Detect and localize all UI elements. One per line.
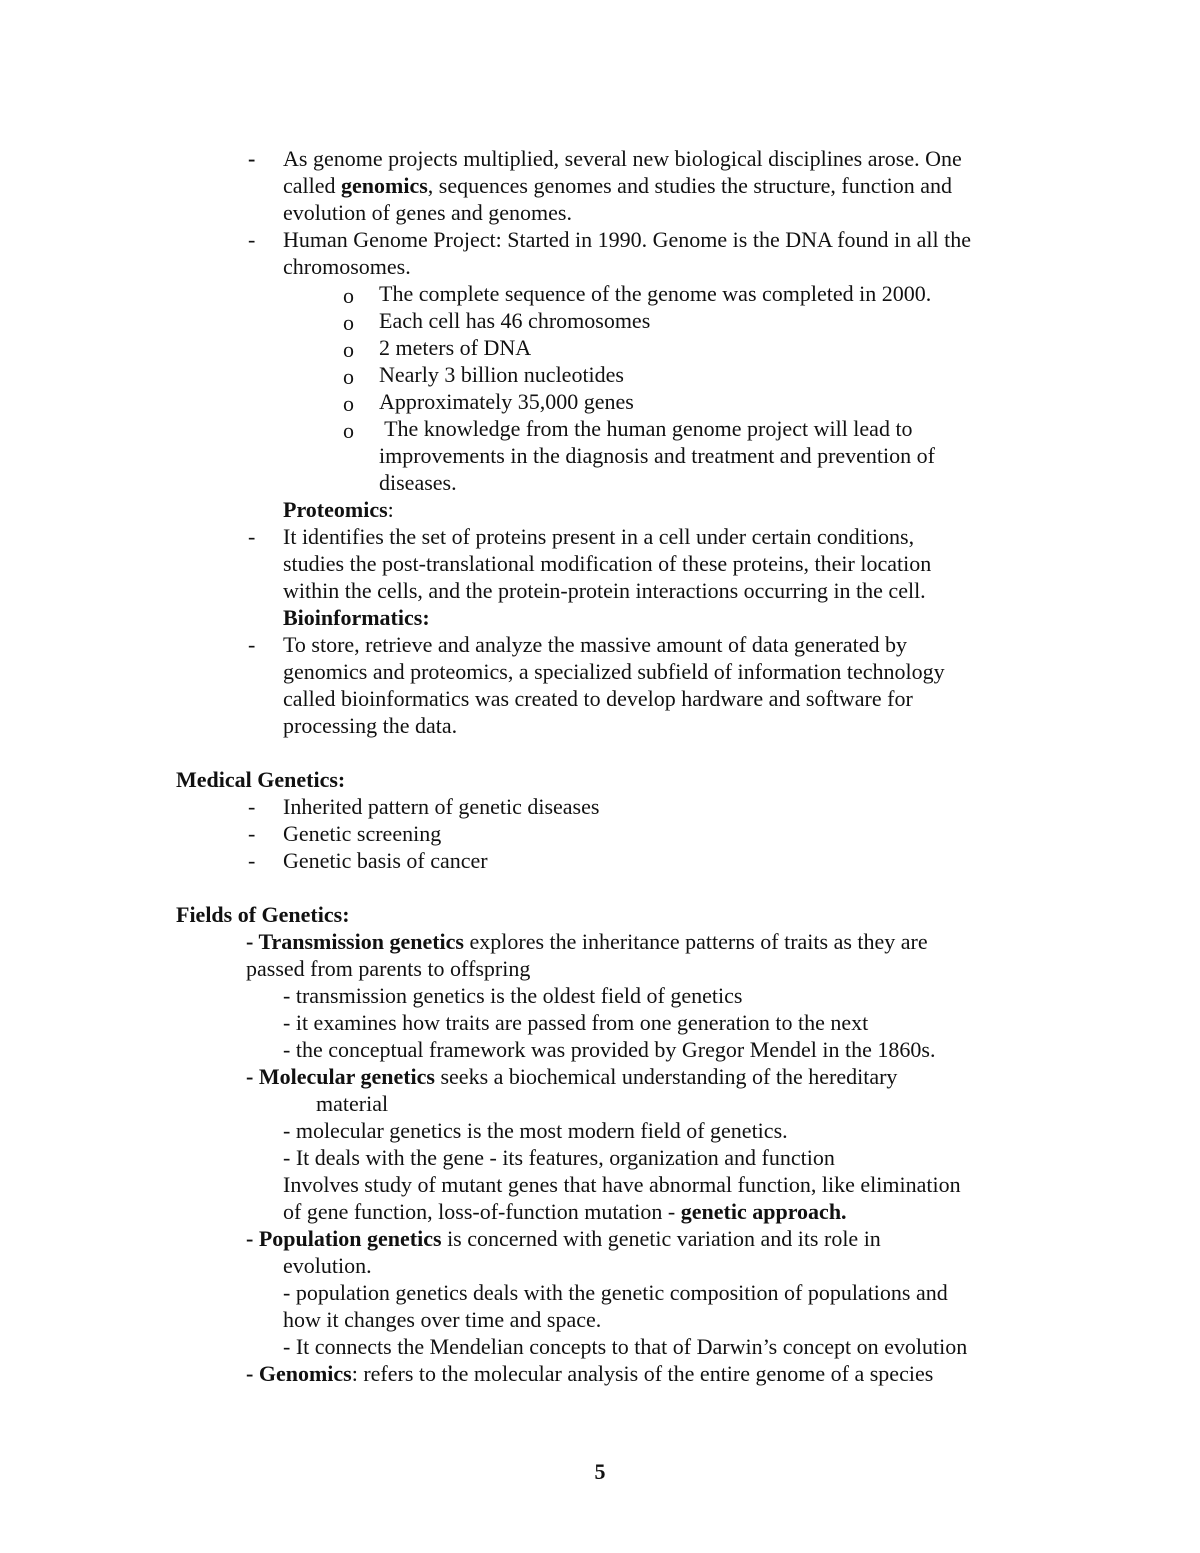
sub-point: of gene function, loss-of-function mutation - genetic approach. (283, 1199, 847, 1224)
paragraph-line: called bioinformatics was created to develop hardware and software for (283, 686, 913, 711)
sub-point: - molecular genetics is the most modern field of genetics. (283, 1118, 788, 1143)
sub-list-item: diseases. (379, 470, 457, 495)
sub-list-item: Nearly 3 billion nucleotides (379, 362, 624, 387)
list-item: Genetic screening (283, 821, 442, 846)
paragraph-line: within the cells, and the protein-protein interactions occurring in the cell. (283, 578, 926, 603)
medical-genetics-heading: Medical Genetics: (176, 767, 346, 792)
field-molecular: - Molecular genetics seeks a biochemical understanding of the hereditary (246, 1064, 898, 1089)
paragraph-line: Human Genome Project: Started in 1990. Genome is the DNA found in all the (283, 227, 971, 252)
paragraph-line: chromosomes. (283, 254, 411, 279)
paragraph-line: evolution of genes and genomes. (283, 200, 572, 225)
sub-point: - the conceptual framework was provided by Gregor Mendel in the 1860s. (283, 1037, 936, 1062)
page-number: 5 (594, 1459, 606, 1484)
paragraph-line: studies the post-translational modification of these proteins, their location (283, 551, 932, 576)
bullet-marker: - (248, 848, 256, 873)
proteomics-heading: Proteomics: (283, 497, 394, 522)
bullet-marker: - (248, 794, 256, 819)
bioinformatics-heading: Bioinformatics: (283, 605, 430, 630)
sub-point: - It deals with the gene - its features, organization and function (283, 1145, 835, 1170)
sub-bullet-marker: o (343, 337, 354, 362)
paragraph-line: genomics and proteomics, a specialized subfield of information technology (283, 659, 945, 684)
sub-list-item: Approximately 35,000 genes (379, 389, 634, 414)
paragraph-line: As genome projects multiplied, several new biological disciplines arose. One (283, 146, 962, 171)
paragraph-line: passed from parents to offspring (246, 956, 531, 981)
sub-point: Involves study of mutant genes that have abnormal function, like elimination (283, 1172, 961, 1197)
field-population: - Population genetics is concerned with genetic variation and its role in (246, 1226, 881, 1251)
paragraph-line: It identifies the set of proteins present in a cell under certain conditions, (283, 524, 915, 549)
bullet-marker: - (248, 821, 256, 846)
list-item: Genetic basis of cancer (283, 848, 488, 873)
sub-point: - population genetics deals with the genetic composition of populations and (283, 1280, 948, 1305)
bullet-marker: - (248, 227, 256, 252)
term-genomics: genomics (341, 173, 428, 198)
sub-point: - It connects the Mendelian concepts to that of Darwin’s concept on evolution (283, 1334, 968, 1359)
paragraph-line: processing the data. (283, 713, 458, 738)
sub-bullet-marker: o (343, 418, 354, 443)
fields-heading: Fields of Genetics: (176, 902, 350, 927)
sub-list-item: improvements in the diagnosis and treatment and prevention of (379, 443, 935, 468)
paragraph-line: material (316, 1091, 389, 1116)
sub-bullet-marker: o (343, 391, 354, 416)
bullet-marker: - (248, 146, 256, 171)
field-genomics: - Genomics: refers to the molecular analysis of the entire genome of a species (246, 1361, 934, 1386)
sub-bullet-marker: o (343, 364, 354, 389)
sub-point: - transmission genetics is the oldest field of genetics (283, 983, 743, 1008)
sub-list-item: The complete sequence of the genome was completed in 2000. (379, 281, 932, 306)
sub-point: - it examines how traits are passed from one generation to the next (283, 1010, 869, 1035)
sub-list-item: 2 meters of DNA (379, 335, 532, 360)
sub-point: how it changes over time and space. (283, 1307, 602, 1332)
paragraph-line: evolution. (283, 1253, 372, 1278)
field-transmission: - Transmission genetics explores the inheritance patterns of traits as they are (246, 929, 928, 954)
sub-list-item: The knowledge from the human genome project will lead to (379, 416, 913, 441)
sub-list-item: Each cell has 46 chromosomes (379, 308, 651, 333)
paragraph-line: called genomics, sequences genomes and studies the structure, function and (283, 173, 952, 198)
bullet-marker: - (248, 524, 256, 549)
paragraph-line: To store, retrieve and analyze the massive amount of data generated by (283, 632, 907, 657)
sub-bullet-marker: o (343, 310, 354, 335)
sub-bullet-marker: o (343, 283, 354, 308)
list-item: Inherited pattern of genetic diseases (283, 794, 600, 819)
bullet-marker: - (248, 632, 256, 657)
